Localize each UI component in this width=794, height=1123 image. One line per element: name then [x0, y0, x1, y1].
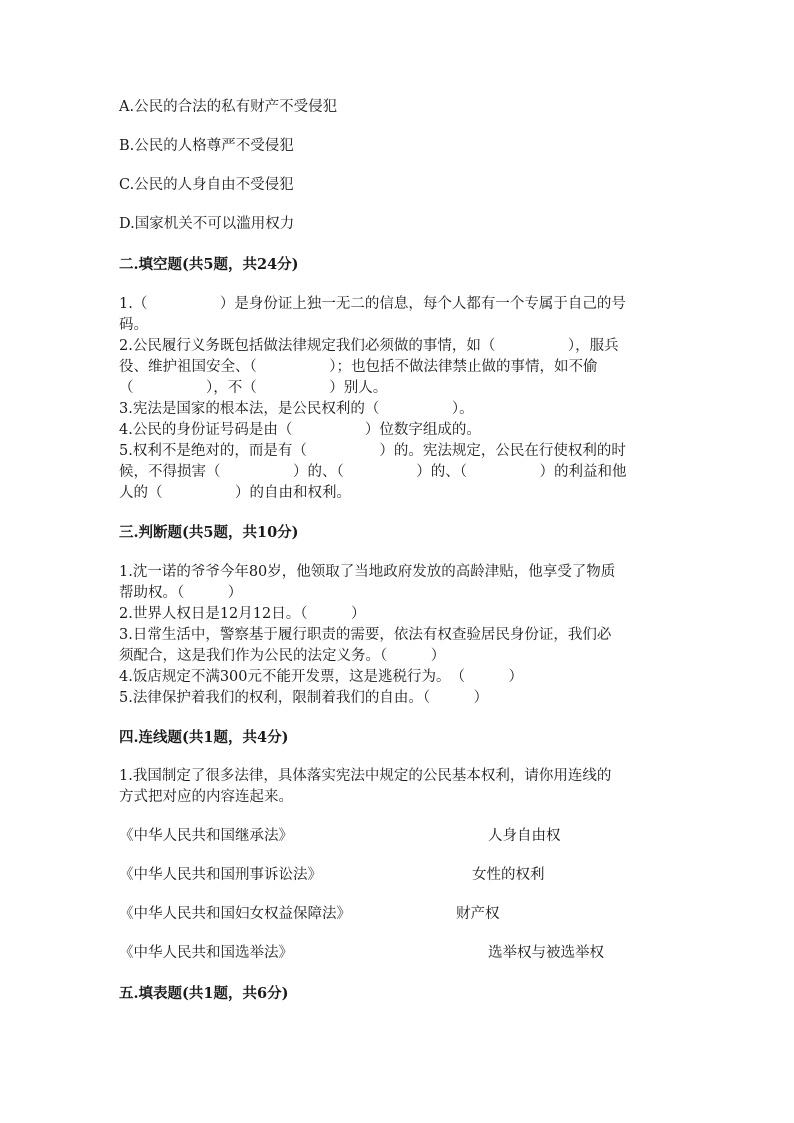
matching-right-item: 女性的权利 [472, 867, 545, 883]
matching-question-line: 方式把对应的内容连起来。 [119, 789, 293, 805]
true-false-line: 帮助权。（ ） [119, 585, 243, 601]
choice-option-d: D.国家机关不可以滥用权力 [119, 216, 295, 232]
section-heading-matching: 四.连线题(共1题，共4分) [119, 729, 289, 746]
fill-blank-line: 役、维护祖国安全、（ ）；也包括不做法律禁止做的事情，如不偷 [119, 359, 598, 375]
section-heading-true-false: 三.判断题(共5题，共10分) [119, 524, 299, 541]
true-false-line: 2.世界人权日是12月12日。（ ） [119, 606, 366, 622]
true-false-line: 4.饭店规定不满300元不能开发票，这是逃税行为。 （ ） [119, 669, 524, 685]
fill-blank-line: 2.公民履行义务既包括做法律规定我们必须做的事情，如（ ），服兵 [119, 338, 619, 354]
fill-blank-line: 码。 [119, 317, 148, 333]
fill-blank-line: （ ），不（ ）别人。 [119, 380, 388, 396]
fill-blank-line: 5.权利不是绝对的，而是有（ ）的。宪法规定，公民在行使权利的时 [119, 443, 626, 459]
matching-right-item: 财产权 [456, 906, 500, 922]
matching-law-item: 《中华人民共和国继承法》 [119, 828, 293, 844]
matching-law-item: 《中华人民共和国妇女权益保障法》 [119, 906, 351, 922]
true-false-line: 3.日常生活中，警察基于履行职责的需要，依法有权查验居民身份证，我们必 [119, 627, 612, 643]
matching-right-item: 选举权与被选举权 [488, 945, 604, 961]
fill-blank-line: 3.宪法是国家的根本法，是公民权利的（ ）。 [119, 401, 474, 417]
fill-blank-line: 人的（ ）的自由和权利。 [119, 485, 351, 501]
matching-law-item: 《中华人民共和国刑事诉讼法》 [119, 867, 322, 883]
matching-question-line: 1.我国制定了很多法律，具体落实宪法中规定的公民基本权利，请你用连线的 [119, 768, 612, 784]
choice-option-b: B.公民的人格尊严不受侵犯 [119, 138, 294, 154]
matching-right-item: 人身自由权 [488, 828, 561, 844]
true-false-line: 须配合，这是我们作为公民的法定义务。（ ） [119, 648, 446, 664]
true-false-line: 1.沈一诺的爷爷今年80岁，他领取了当地政府发放的高龄津贴，他享受了物质 [119, 564, 616, 580]
matching-law-item: 《中华人民共和国选举法》 [119, 945, 293, 961]
fill-blank-line: 1.（ ）是身份证上独一无二的信息，每个人都有一个专属于自己的号 [119, 296, 626, 312]
fill-blank-line: 候，不得损害（ ）的、（ ）的、（ ）的利益和他 [119, 464, 627, 480]
choice-option-a: A.公民的合法的私有财产不受侵犯 [119, 99, 338, 115]
section-heading-fill-blank: 二.填空题(共5题，共24分) [119, 256, 299, 273]
fill-blank-line: 4.公民的身份证号码是由（ ）位数字组成的。 [119, 422, 481, 438]
section-heading-fill-table: 五.填表题(共1题，共6分) [119, 985, 289, 1002]
choice-option-c: C.公民的人身自由不受侵犯 [119, 177, 294, 193]
true-false-line: 5.法律保护着我们的权利，限制着我们的自由。（ ） [119, 690, 489, 706]
